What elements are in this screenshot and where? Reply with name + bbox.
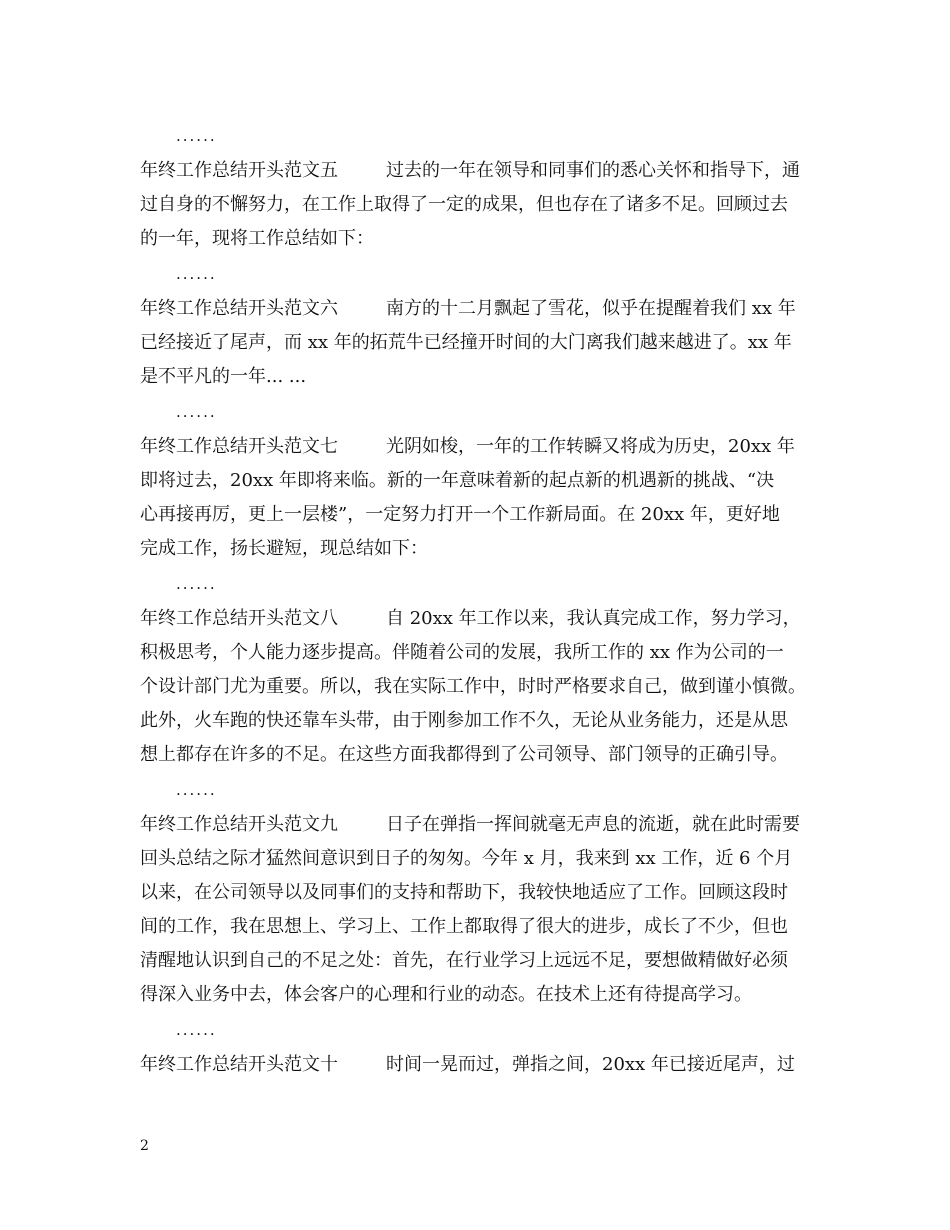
ellipsis-separator: ...... bbox=[176, 1021, 217, 1039]
paragraph-line bbox=[140, 498, 820, 532]
section bbox=[140, 1012, 820, 1082]
line-text: 光阴如梭，一年的工作转瞬又将成为历史，20xx 年 bbox=[386, 436, 795, 457]
line-text: 回头总结之际才猛然间意识到日子的匆匆。今年 x 月，我来到 xx 工作，近 6 个月 bbox=[140, 848, 793, 869]
line-text: 完成工作，扬长避短，现总结如下： bbox=[140, 538, 428, 559]
line-text: 南方的十二月飘起了雪花，似乎在提醒着我们 xx 年 bbox=[386, 298, 796, 319]
section-title: 年终工作总结开头范文十 bbox=[140, 1054, 338, 1075]
line-text: 个设计部门尤为重要。所以，我在实际工作中，时时严格要求自己，做到谨小慎微。 bbox=[140, 676, 806, 697]
section bbox=[140, 118, 820, 256]
ellipsis-separator: ...... bbox=[176, 781, 217, 799]
line-text: 清醒地认识到自己的不足之处：首先，在行业学习上远远不足，要想做精做好必须 bbox=[140, 950, 788, 971]
paragraph-line bbox=[140, 704, 820, 738]
paragraph-line bbox=[140, 154, 820, 188]
paragraph-line bbox=[140, 944, 820, 978]
line-text: 得深入业务中去，体会客户的心理和行业的动态。在技术上还有待提高学习。 bbox=[140, 984, 752, 1005]
line-text: 时间一晃而过，弹指之间，20xx 年已接近尾声，过 bbox=[386, 1054, 795, 1075]
section-title: 年终工作总结开头范文八 bbox=[140, 608, 338, 629]
ellipsis-separator: ...... bbox=[176, 265, 217, 283]
section bbox=[140, 566, 820, 772]
section bbox=[140, 394, 820, 566]
paragraph-line bbox=[140, 602, 820, 636]
paragraph-line bbox=[140, 808, 820, 842]
paragraph-line bbox=[140, 842, 820, 876]
paragraph-line bbox=[140, 670, 820, 704]
paragraph-line bbox=[140, 360, 820, 394]
paragraph-line bbox=[140, 222, 820, 256]
line-text: 想上都存在许多的不足。在这些方面我都得到了公司领导、部门领导的正确引导。 bbox=[140, 744, 788, 765]
line-text: 此外，火车跑的快还靠车头带，由于刚参加工作不久，无论从业务能力，还是从思 bbox=[140, 710, 788, 731]
section bbox=[140, 256, 820, 394]
paragraph-line bbox=[140, 1048, 820, 1082]
paragraph-line bbox=[140, 292, 820, 326]
line-text: 是不平凡的一年... ... bbox=[140, 366, 307, 387]
paragraph-line bbox=[140, 464, 820, 498]
line-text: 心再接再厉，更上一层楼”，一定努力打开一个工作新局面。在 20xx 年，更好地 bbox=[140, 504, 780, 525]
section-title: 年终工作总结开头范文六 bbox=[140, 298, 338, 319]
section-title: 年终工作总结开头范文七 bbox=[140, 436, 338, 457]
line-text: 过去的一年在领导和同事们的悉心关怀和指导下，通 bbox=[386, 160, 800, 181]
paragraph-line bbox=[140, 738, 820, 772]
document-body bbox=[140, 118, 820, 1082]
paragraph-line bbox=[140, 326, 820, 360]
line-text: 即将过去，20xx 年即将来临。新的一年意味着新的起点新的机遇新的挑战、“决 bbox=[140, 470, 775, 491]
paragraph-line bbox=[140, 532, 820, 566]
paragraph-line bbox=[140, 188, 820, 222]
paragraph-line bbox=[140, 910, 820, 944]
paragraph-line bbox=[140, 636, 820, 670]
line-text: 过自身的不懈努力，在工作上取得了一定的成果，但也存在了诸多不足。回顾过去 bbox=[140, 194, 788, 215]
line-text: 已经接近了尾声，而 xx 年的拓荒牛已经撞开时间的大门离我们越来越进了。xx 年 bbox=[140, 332, 792, 353]
line-text: 间的工作，我在思想上、学习上、工作上都取得了很大的进步，成长了不少，但也 bbox=[140, 916, 788, 937]
paragraph-line bbox=[140, 978, 820, 1012]
line-text: 日子在弹指一挥间就毫无声息的流逝，就在此时需要 bbox=[386, 814, 800, 835]
line-text: 以来，在公司领导以及同事们的支持和帮助下，我较快地适应了工作。回顾这段时 bbox=[140, 882, 788, 903]
section-title: 年终工作总结开头范文五 bbox=[140, 160, 338, 181]
line-text: 自 20xx 年工作以来，我认真完成工作，努力学习， bbox=[386, 608, 801, 629]
ellipsis-separator: ...... bbox=[176, 127, 217, 145]
ellipsis-separator: ...... bbox=[176, 403, 217, 421]
line-text: 积极思考，个人能力逐步提高。伴随着公司的发展，我所工作的 xx 作为公司的一 bbox=[140, 642, 784, 663]
paragraph-line bbox=[140, 876, 820, 910]
line-text: 的一年，现将工作总结如下： bbox=[140, 228, 374, 249]
section bbox=[140, 772, 820, 1012]
page-number: 2 bbox=[140, 1138, 149, 1154]
ellipsis-separator: ...... bbox=[176, 575, 217, 593]
section-title: 年终工作总结开头范文九 bbox=[140, 814, 338, 835]
paragraph-line bbox=[140, 430, 820, 464]
